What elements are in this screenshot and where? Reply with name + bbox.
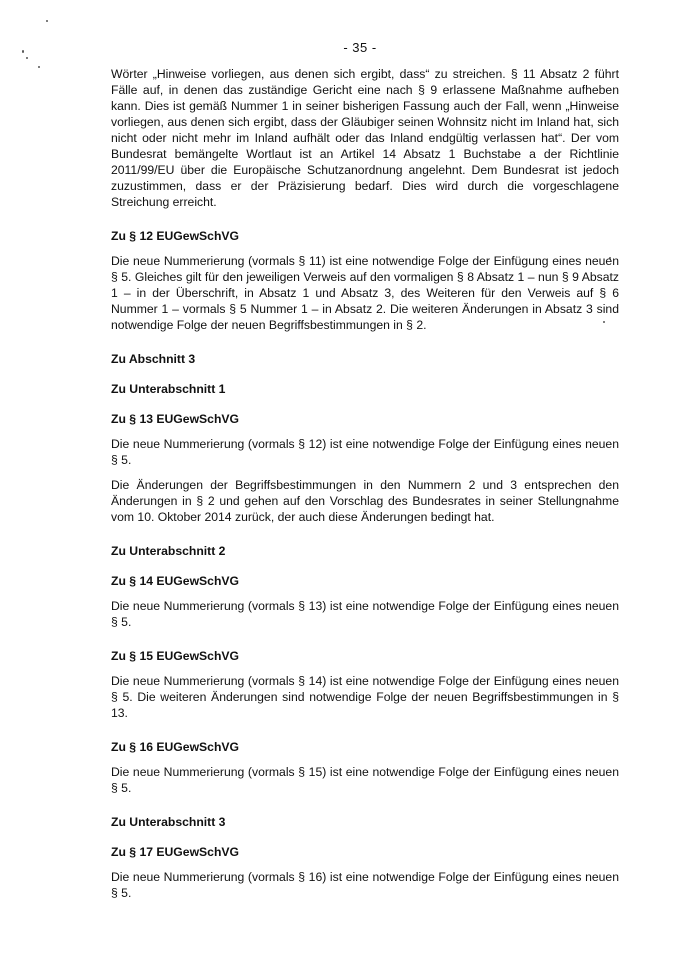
heading-unterabschnitt-2: Zu Unterabschnitt 2 bbox=[111, 544, 226, 558]
heading-section-13: Zu § 13 EUGewSchVG bbox=[111, 412, 240, 426]
paragraph-section-15: Die neue Nummerierung (vormals § 14) ist eine notwendige Folge der Einfügung eines neuen § 5. Die weiteren Änderungen sind notwendige Folge der neuen Begriffsbestimmungen in § 13. bbox=[111, 674, 619, 720]
paragraph-section-17: Die neue Nummerierung (vormals § 16) ist eine notwendige Folge der Einfügung eines neuen § 5. bbox=[111, 870, 619, 900]
page-number: - 35 - bbox=[343, 40, 377, 55]
scan-speck bbox=[26, 57, 28, 59]
scan-speck bbox=[38, 66, 40, 68]
scan-speck bbox=[46, 20, 48, 22]
heading-section-15: Zu § 15 EUGewSchVG bbox=[111, 649, 240, 663]
document-body bbox=[111, 66, 619, 901]
heading-abschnitt-3: Zu Abschnitt 3 bbox=[111, 352, 196, 366]
heading-section-16: Zu § 16 EUGewSchVG bbox=[111, 740, 240, 754]
paragraph-section-12: Die neue Nummerierung (vormals § 11) ist eine notwendige Folge der Einfügung eines neuen § 5. Gleiches gilt für den jeweiligen Verweis auf den vormaligen § 8 Absatz 1 – nun § 9 Absatz 1 – in der Überschrift, in Absatz 1 und Absatz 3, des Weiteren für den Verweis auf § 6 Nummer 1 – vormals § 5 Nummer 1 – in Absatz 2. Die weiteren Änderungen in Absatz 3 sind notwendige Folge der neuen Begriffsbestimmungen in § 2. bbox=[111, 254, 619, 332]
heading-section-14: Zu § 14 EUGewSchVG bbox=[111, 574, 240, 588]
paragraph-section-16: Die neue Nummerierung (vormals § 15) ist eine notwendige Folge der Einfügung eines neuen § 5. bbox=[111, 765, 619, 795]
paragraph-section-14: Die neue Nummerierung (vormals § 13) ist eine notwendige Folge der Einfügung eines neuen § 5. bbox=[111, 599, 619, 629]
heading-unterabschnitt-1: Zu Unterabschnitt 1 bbox=[111, 382, 226, 396]
paragraph-intro: Wörter „Hinweise vorliegen, aus denen sich ergibt, dass“ zu streichen. § 11 Absatz 2 führt Fälle auf, in denen das zuständige Gericht eine nach § 9 erlassene Maßnahme aufheben kann. Dies ist gemäß Nummer 1 in seiner bisherigen Fassung auch der Fall, wenn „Hinweise vorliegen, aus denen sich ergibt, dass der Gläubiger seinen Wohnsitz nicht im Inland hat, sich nicht oder nicht mehr im Inland aufhält oder das Inland endgültig verlassen hat“. Der vom Bundesrat bemängelte Wortlaut ist an Artikel 14 Absatz 1 Buchstabe a der Richtlinie 2011/99/EU über die Europäische Schutzanordnung angelehnt. Dem Bundesrat ist jedoch zuzustimmen, dass er der Präzisierung bedarf. Dies wird durch die vorgeschlagene Streichung erreicht. bbox=[111, 67, 619, 209]
heading-section-17: Zu § 17 EUGewSchVG bbox=[111, 845, 240, 859]
paragraph-section-13a: Die neue Nummerierung (vormals § 12) ist eine notwendige Folge der Einfügung eines neuen § 5. bbox=[111, 437, 619, 467]
paragraph-section-13b: Die Änderungen der Begriffsbestimmungen in den Nummern 2 und 3 entsprechen den Änderungen in § 2 und gehen auf den Vorschlag des Bundesrates in seiner Stellungnahme vom 10. Oktober 2014 zurück, der auch diese Änderungen bedingt hat. bbox=[111, 478, 619, 524]
scan-speck bbox=[22, 50, 24, 53]
heading-unterabschnitt-3: Zu Unterabschnitt 3 bbox=[111, 815, 226, 829]
heading-section-12: Zu § 12 EUGewSchVG bbox=[111, 229, 240, 243]
